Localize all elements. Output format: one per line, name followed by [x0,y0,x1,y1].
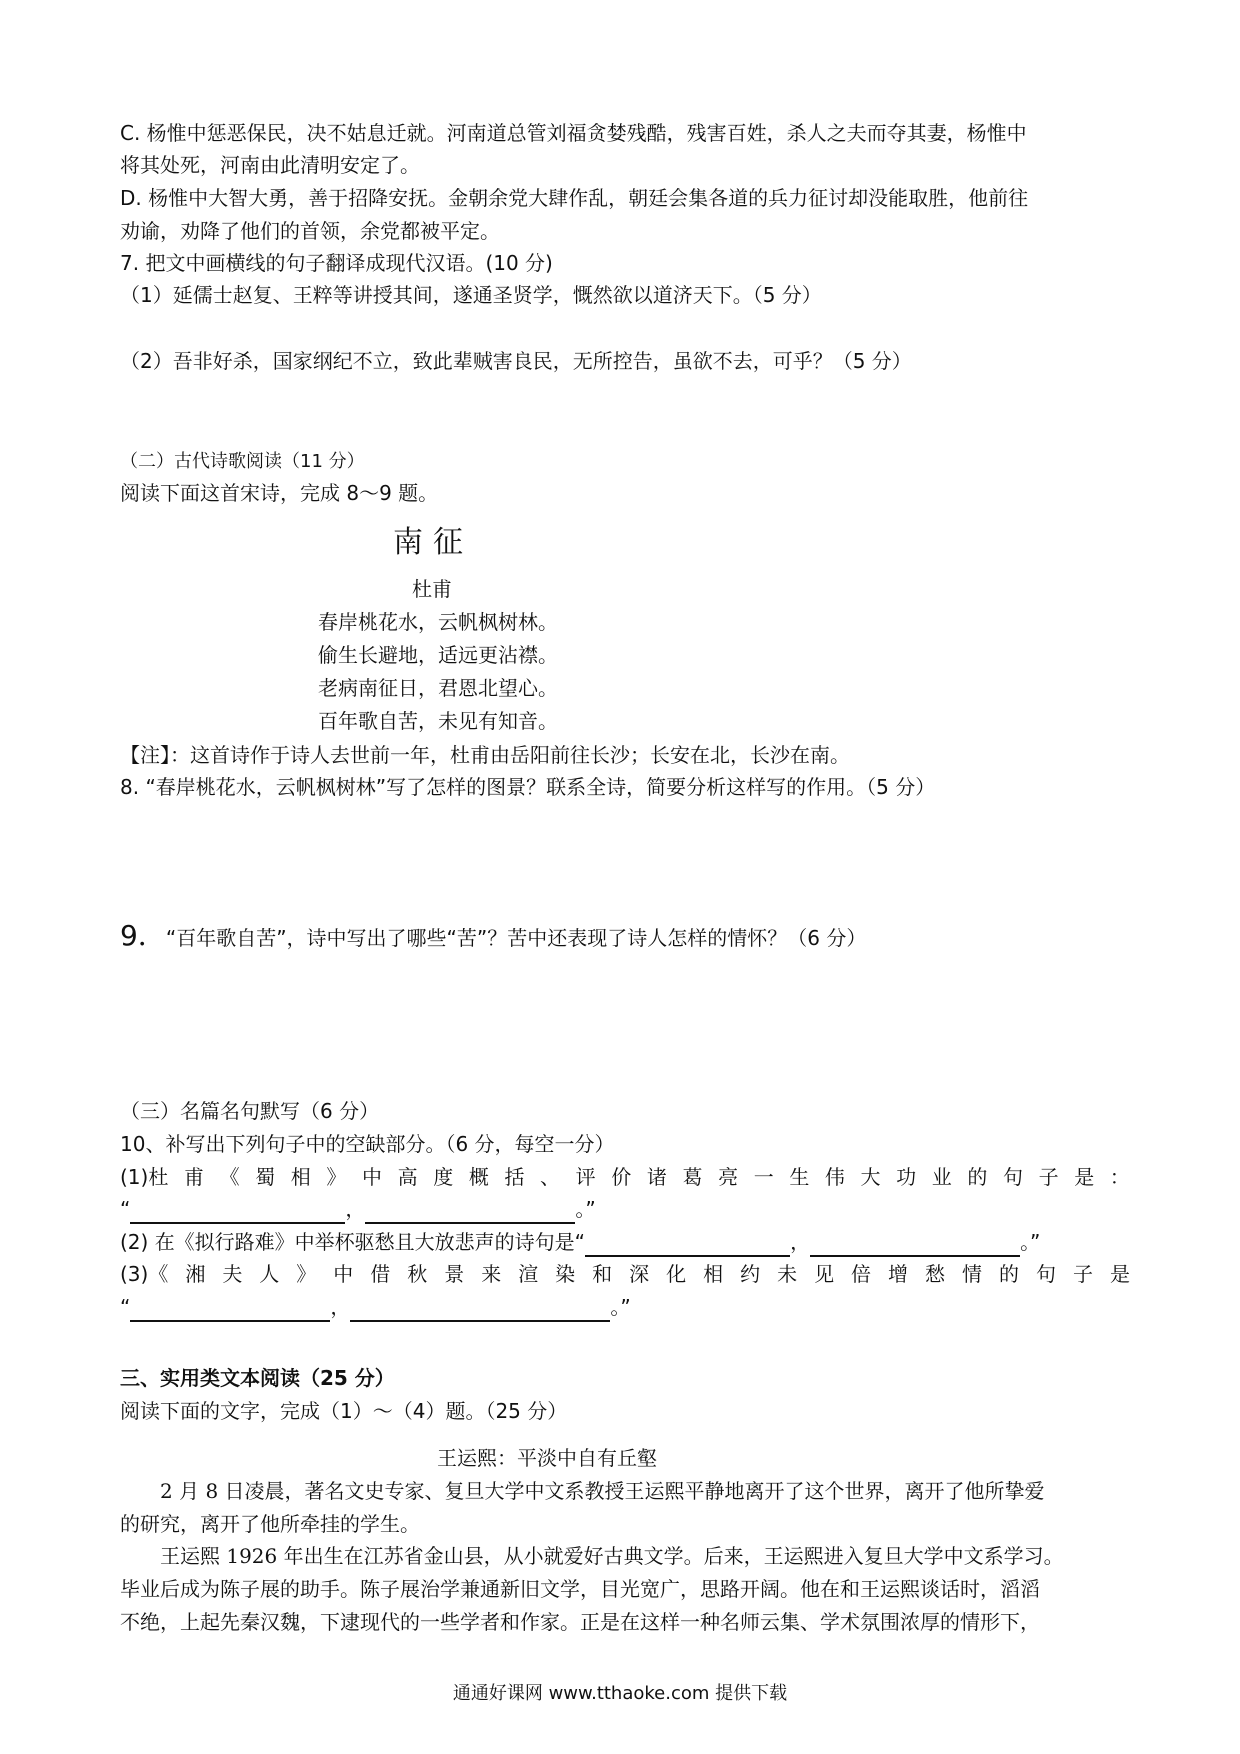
prompt-char: 未 [777,1262,798,1286]
poetry-section-heading: （二）古代诗歌阅读（11 分） [120,451,365,472]
answer-blank[interactable] [350,1298,610,1322]
prompt-char: 夫 [222,1262,243,1286]
prompt-char: 生 [789,1165,810,1189]
prompt-char: 句 [1002,1165,1023,1189]
prompt-char: 》 [326,1165,347,1189]
paragraph-line: 2 月 8 日凌晨，著名文史专家、复旦大学中文系教授王运熙平静地离开了这个世界，离开了他所挚爱 [120,1479,1045,1503]
answer-blank[interactable] [130,1200,345,1224]
page-footer: 通通好课网 www.tthaoke.com 提供下载 [452,1683,788,1704]
poem-title: 南征 [393,525,473,560]
prompt-char: 子 [1038,1165,1059,1189]
open-quote: “ [120,1197,131,1221]
close-quote: 。” [1020,1230,1041,1254]
poem-line: 老病南征日，君恩北望心。 [318,676,558,700]
answer-blank[interactable] [585,1233,790,1257]
poem-line: 春岸桃花水，云帆枫树林。 [318,610,558,634]
prompt-char: 相 [290,1165,311,1189]
prompt-char: 湘 [185,1262,206,1286]
prompt-char: 高 [397,1165,418,1189]
prompt-char: 括 [504,1165,525,1189]
dictation-answer-1 [120,1194,596,1224]
prompt-char: (1)杜 [120,1165,169,1189]
option-c-line1: C. 杨惟中惩恶保民，决不姑息迁就。河南道总管刘福贪婪残酷，残害百姓，杀人之夫而夺其妻，杨惟中 [120,121,1027,145]
prompt-char: 、 [540,1165,561,1189]
poem-author: 杜甫 [412,577,452,601]
prompt-char: 概 [468,1165,489,1189]
prompt-char: 甫 [183,1165,204,1189]
option-d-line1: D. 杨惟中大智大勇，善于招降安抚。金朝余党大肆作乱，朝廷会集各道的兵力征讨却没能取胜，他前往 [120,186,1029,210]
poem-line: 百年歌自苦，未见有知音。 [318,709,558,733]
prompt-char: 中 [362,1165,382,1189]
prompt-char: 的 [967,1165,988,1189]
comma: ， [345,1197,366,1221]
question-9 [120,918,866,956]
poetry-instruction: 阅读下面这首宋诗，完成 8～9 题。 [120,481,439,505]
question-9-text: “百年歌自苦”，诗中写出了哪些“苦”？苦中还表现了诗人怎样的情怀？（6 分） [165,926,867,950]
article-title: 王运熙：平淡中自有丘壑 [437,1446,657,1470]
prompt-char: 深 [629,1262,650,1286]
prompt-char: 约 [740,1262,761,1286]
prompt-char: ： [1109,1165,1130,1189]
prompt-char: 大 [860,1165,881,1189]
prompt-char: 借 [370,1262,391,1286]
close-quote: 。” [575,1197,596,1221]
prompt-char: 中 [333,1262,354,1286]
prompt-text: (2) 在《拟行路难》中举杯驱愁且大放悲声的诗句是“ [120,1230,586,1254]
prompt-char: 一 [753,1165,774,1189]
prompt-char: 人 [259,1262,280,1286]
dictation-prompt-2 [120,1227,1040,1257]
prompt-char: 秋 [407,1262,428,1286]
answer-blank[interactable] [365,1200,575,1224]
practical-instruction: 阅读下面的文字，完成（1）～（4）题。（25 分） [120,1399,568,1423]
dictation-section-heading: （三）名篇名句默写（6 分） [120,1099,380,1123]
question-10-stem: 10、补写出下列句子中的空缺部分。（6 分，每空一分） [120,1132,615,1156]
prompt-char: 是 [1109,1262,1130,1286]
prompt-char: 》 [296,1262,317,1286]
paragraph-line: 的研究，离开了他所牵挂的学生。 [120,1512,420,1536]
prompt-char: 诸 [646,1165,667,1189]
answer-blank[interactable] [810,1233,1020,1257]
question-7-sentence-1: （1）延儒士赵复、王粹等讲授其间，遂通圣贤学，慨然欲以道济天下。（5 分） [120,283,822,307]
prompt-char: 景 [444,1262,465,1286]
paragraph-line: 不绝，上起先秦汉魏，下逮现代的一些学者和作家。正是在这样一种名师云集、学术氛围浓厚的情形下， [120,1610,1040,1634]
prompt-char: (3)《 [120,1262,169,1286]
question-7-stem: 7. 把文中画横线的句子翻译成现代汉语。(10 分) [120,251,553,275]
prompt-char: 相 [703,1262,724,1286]
prompt-char: 和 [592,1262,613,1286]
prompt-char: 伟 [824,1165,845,1189]
prompt-char: 《 [219,1165,240,1189]
prompt-char: 亮 [718,1165,739,1189]
prompt-char: 子 [1072,1262,1093,1286]
prompt-char: 葛 [682,1165,703,1189]
prompt-char: 功 [896,1165,917,1189]
prompt-char: 度 [433,1165,454,1189]
paragraph-line: 王运熙 1926 年出生在江苏省金山县，从小就爱好古典文学。后来，王运熙进入复旦大学中文系学习。 [120,1544,1064,1568]
prompt-char: 化 [666,1262,687,1286]
prompt-char: 增 [888,1262,909,1286]
dictation-answer-3 [120,1292,631,1322]
prompt-char: 来 [481,1262,502,1286]
paragraph-line: 毕业后成为陈子展的助手。陈子展治学兼通新旧文学，目光宽广，思路开阔。他在和王运熙谈话时，滔滔 [120,1577,1040,1601]
prompt-char: 业 [931,1165,952,1189]
prompt-char: 的 [998,1262,1019,1286]
prompt-char: 渲 [518,1262,539,1286]
prompt-char: 情 [962,1262,982,1286]
open-quote: “ [120,1295,131,1319]
question-7-sentence-2: （2）吾非好杀，国家纲纪不立，致此辈贼害良民，无所控告，虽欲不去，可乎？（5 分） [120,349,912,373]
practical-section-heading: 三、实用类文本阅读（25 分） [120,1366,395,1390]
answer-blank[interactable] [130,1298,330,1322]
comma: ， [790,1230,811,1254]
poem-note: 【注】：这首诗作于诗人去世前一年，杜甫由岳阳前往长沙；长安在北，长沙在南。 [120,743,850,767]
dictation-prompt-1 [120,1162,1130,1192]
prompt-char: 蜀 [255,1165,276,1189]
option-c-line2: 将其处死，河南由此清明安定了。 [120,153,420,177]
prompt-char: 愁 [925,1262,946,1286]
question-9-number: 9． [120,919,166,952]
dictation-prompt-3 [120,1259,1130,1289]
prompt-char: 倍 [851,1262,872,1286]
prompt-char: 是 [1074,1165,1095,1189]
question-8: 8. “春岸桃花水，云帆枫树林”写了怎样的图景？联系全诗，简要分析这样写的作用。（5 分） [120,775,936,799]
prompt-char: 价 [611,1165,632,1189]
prompt-char: 见 [814,1262,835,1286]
prompt-char: 评 [575,1165,596,1189]
option-d-line2: 劝谕，劝降了他们的首领，余党都被平定。 [120,219,500,243]
prompt-char: 句 [1035,1262,1056,1286]
prompt-char: 染 [555,1262,576,1286]
comma: ， [330,1295,351,1319]
close-quote: 。” [610,1295,631,1319]
poem-line: 偷生长避地，适远更沾襟。 [318,643,558,667]
